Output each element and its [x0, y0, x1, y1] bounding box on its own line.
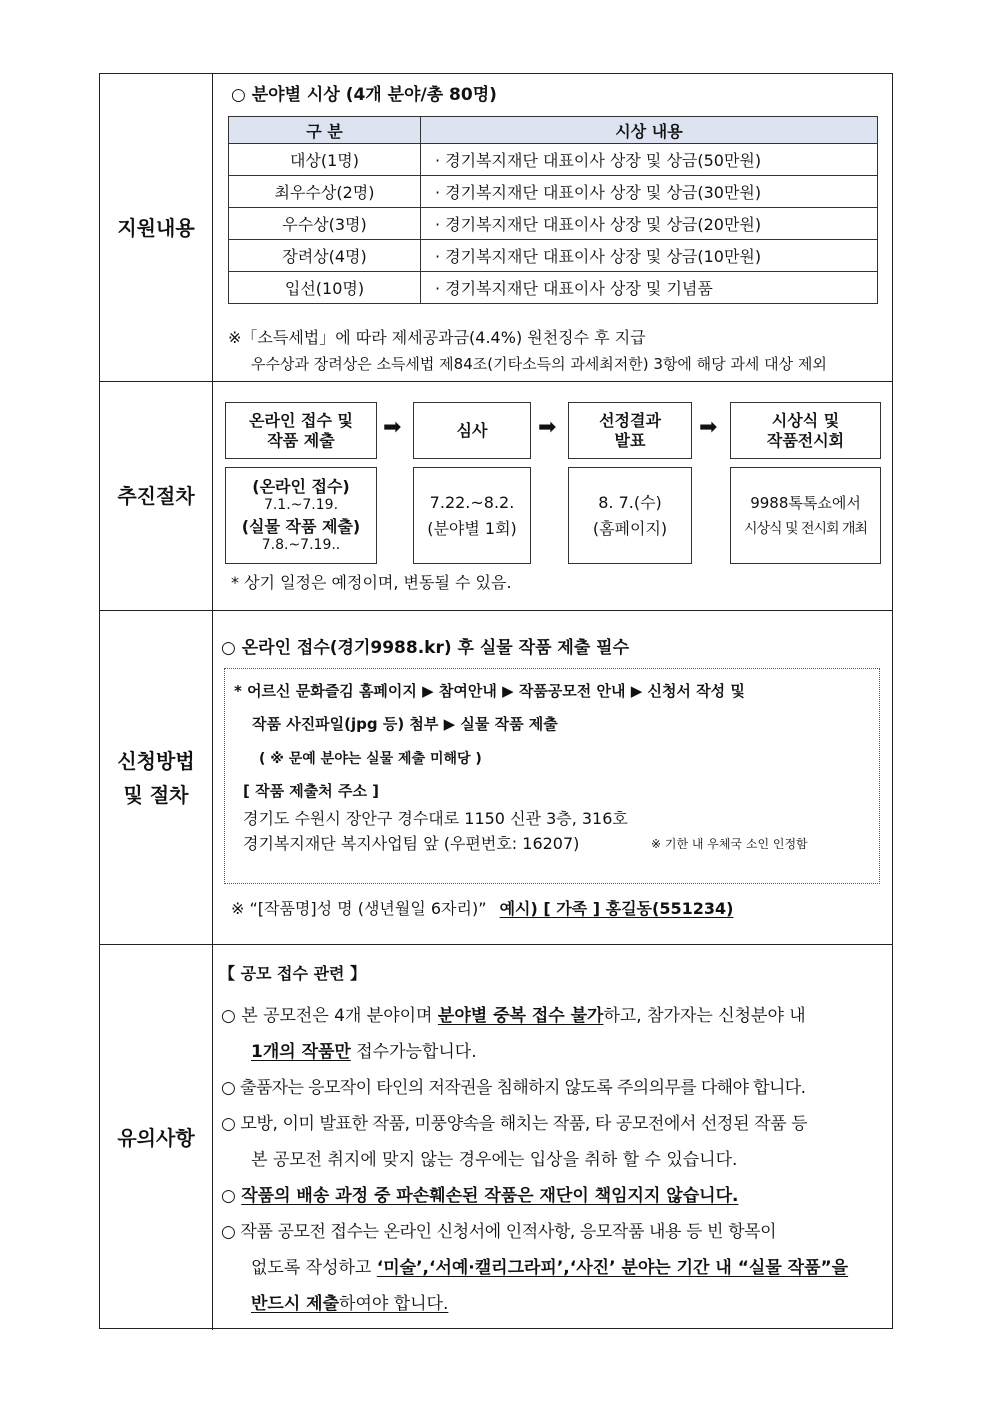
note-item-1: ○ 본 공모전은 4개 분야이며 분야별 중복 접수 불가하고, 참가자는 신청분야 내	[221, 1006, 806, 1026]
apply-content	[213, 611, 892, 944]
procedure-row	[100, 382, 892, 611]
awards-header-row	[229, 117, 878, 144]
step-box-review: 심사	[413, 402, 531, 459]
detail-box-review: 7.22.~8.2. (분야별 1회)	[413, 467, 531, 564]
note-item-3: ○ 모방, 이미 발표한 작품, 미풍양속을 해치는 작품, 타 공모전에서 선정된 작품 등	[221, 1114, 808, 1134]
support-label: 지원내용	[100, 74, 213, 381]
detail-box-ceremony: 9988톡톡쇼에서 시상식 및 전시회 개최	[730, 467, 881, 564]
note-item-3-cont: 본 공모전 취지에 맞지 않는 경우에는 입상을 취하 할 수 있습니다.	[251, 1150, 738, 1170]
support-heading: ○ 분야별 시상 (4개 분야/총 80명)	[231, 85, 497, 105]
award-name: 대상(1명)	[229, 144, 421, 176]
award-content: · 경기복지재단 대표이사 상장 및 상금(50만원)	[421, 144, 878, 176]
tax-note-exception: 우수상과 장려상은 소득세법 제84조(기타소득의 과세최저한) 3항에 해당 과세 대상 제외	[251, 355, 827, 373]
award-content: · 경기복지재단 대표이사 상장 및 기념품	[421, 272, 878, 304]
detail-box-result: 8. 7.(수) (홈페이지)	[568, 467, 692, 564]
apply-row	[100, 611, 892, 945]
note-item-5: ○ 작품 공모전 접수는 온라인 신청서에 인적사항, 응모작품 내용 등 빈 항목이	[221, 1222, 777, 1242]
awards-table	[228, 116, 878, 304]
support-content	[213, 74, 892, 381]
notes-label: 유의사항	[100, 945, 213, 1330]
detail-box-apply: (온라인 접수) 7.1.~7.19. (실물 작품 제출) 7.8.~7.19..	[225, 467, 377, 564]
procedure-label: 추진절차	[100, 382, 213, 610]
support-row	[100, 74, 892, 382]
award-name: 최우수상(2명)	[229, 176, 421, 208]
arrow-right-icon: ➡	[538, 415, 557, 440]
table-row	[229, 144, 878, 176]
table-row	[229, 176, 878, 208]
apply-heading: ○ 온라인 접수(경기9988.kr) 후 실물 작품 제출 필수	[221, 638, 630, 658]
note-item-4: ○ 작품의 배송 과정 중 파손훼손된 작품은 재단이 책임지지 않습니다.	[221, 1186, 739, 1206]
award-content: · 경기복지재단 대표이사 상장 및 상금(20만원)	[421, 208, 878, 240]
award-name: 장려상(4명)	[229, 240, 421, 272]
note-item-5-cont: 없도록 작성하고 ‘미술’,‘서예·캘리그라피’,‘사진’ 분야는 기간 내 “실물 작품”을	[251, 1258, 849, 1278]
step-box-apply: 온라인 접수 및 작품 제출	[225, 402, 377, 459]
address-line1: 경기도 수원시 장안구 경수대로 1150 신관 3층, 316호	[243, 809, 628, 828]
info-table	[99, 73, 893, 1329]
table-row	[229, 272, 878, 304]
table-row	[229, 240, 878, 272]
table-row	[229, 208, 878, 240]
step-box-result: 선정결과 발표	[568, 402, 692, 459]
procedure-content	[213, 382, 892, 610]
apply-flow-line2: 작품 사진파일(jpg 등) 첨부 ▶ 실물 작품 제출	[252, 715, 558, 733]
address-title: [ 작품 제출처 주소 ]	[243, 782, 380, 800]
notes-content	[213, 945, 892, 1330]
awards-header-category: 구 분	[229, 117, 421, 144]
address-line2: 경기복지재단 복지사업팀 앞 (우편번호: 16207)	[243, 834, 580, 853]
award-name: 우수상(3명)	[229, 208, 421, 240]
schedule-note: * 상기 일정은 예정이며, 변동될 수 있음.	[231, 573, 512, 592]
arrow-right-icon: ➡	[699, 415, 718, 440]
apply-label: 신청방법 및 절차	[100, 611, 213, 944]
notes-title: 【 공모 접수 관련 】	[219, 964, 367, 983]
awards-header-content: 시상 내용	[421, 117, 878, 144]
award-content: · 경기복지재단 대표이사 상장 및 상금(10만원)	[421, 240, 878, 272]
award-name: 입선(10명)	[229, 272, 421, 304]
note-item-2: ○ 출품자는 응모작이 타인의 저작권을 침해하지 않도록 주의의무를 다해야 합니다.	[221, 1078, 806, 1098]
notes-row	[100, 945, 892, 1330]
file-name-example: 예시) [ 가족 ] 홍길동(551234)	[499, 899, 734, 918]
note-item-1-cont: 1개의 작품만 접수가능합니다.	[251, 1042, 477, 1062]
apply-flow-line1: * 어르신 문화즐김 홈페이지 ▶ 참여안내 ▶ 작품공모전 안내 ▶ 신청서 작성 및	[234, 682, 745, 700]
arrow-right-icon: ➡	[383, 415, 402, 440]
submission-guide-box	[224, 668, 880, 884]
step-box-ceremony: 시상식 및 작품전시회	[730, 402, 881, 459]
postmark-note: ※ 기한 내 우체국 소인 인정함	[651, 837, 808, 851]
award-content: · 경기복지재단 대표이사 상장 및 상금(30만원)	[421, 176, 878, 208]
tax-note: ※「소득세법」에 따라 제세공과금(4.4%) 원천징수 후 지급	[228, 328, 646, 347]
file-name-format: ※ “[작품명]성 명 (생년월일 6자리)” 예시) [ 가족 ] 홍길동(551234)	[231, 899, 734, 918]
apply-flow-line3: ( ※ 문예 분야는 실물 제출 미해당 )	[259, 751, 482, 767]
note-item-5-end: 반드시 제출하여야 합니다.	[251, 1294, 449, 1314]
